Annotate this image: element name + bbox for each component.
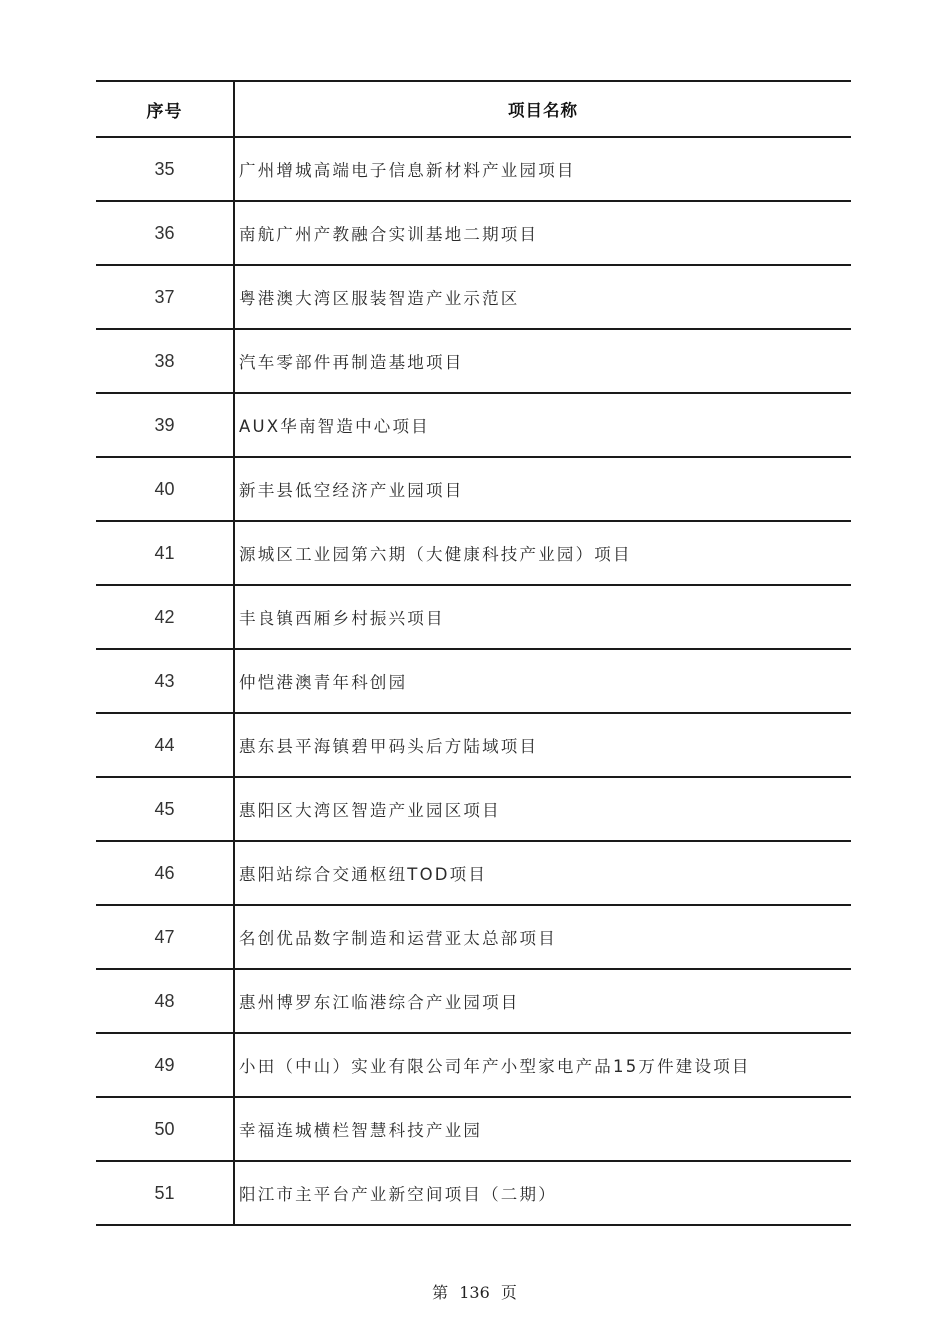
row-number: 40 [96,457,234,521]
table-row [96,1097,851,1161]
table-row [96,393,851,457]
project-name: 小田（中山）实业有限公司年产小型家电产品15万件建设项目 [234,1033,851,1097]
project-name: 惠阳区大湾区智造产业园区项目 [234,777,851,841]
table-row [96,585,851,649]
row-number: 51 [96,1161,234,1225]
table-row [96,137,851,201]
row-number: 49 [96,1033,234,1097]
row-number: 36 [96,201,234,265]
header-project-name: 项目名称 [234,81,851,137]
table-row [96,841,851,905]
project-name: 幸福连城横栏智慧科技产业园 [234,1097,851,1161]
row-number: 39 [96,393,234,457]
table-row [96,329,851,393]
table-row [96,713,851,777]
project-table [96,80,851,1226]
project-name: 源城区工业园第六期（大健康科技产业园）项目 [234,521,851,585]
table-row [96,457,851,521]
table-row [96,1161,851,1225]
table-header-row [96,81,851,137]
row-number: 48 [96,969,234,1033]
table-body [96,137,851,1225]
row-number: 35 [96,137,234,201]
page-number: 第 136 页 [432,1283,517,1302]
project-name: 阳江市主平台产业新空间项目（二期） [234,1161,851,1225]
project-name: AUX华南智造中心项目 [234,393,851,457]
row-number: 41 [96,521,234,585]
project-name: 粤港澳大湾区服装智造产业示范区 [234,265,851,329]
table-row [96,521,851,585]
row-number: 50 [96,1097,234,1161]
project-name: 惠州博罗东江临港综合产业园项目 [234,969,851,1033]
project-name: 汽车零部件再制造基地项目 [234,329,851,393]
row-number: 37 [96,265,234,329]
row-number: 47 [96,905,234,969]
header-serial-number: 序号 [96,81,234,137]
table-row [96,777,851,841]
project-name: 惠东县平海镇碧甲码头后方陆域项目 [234,713,851,777]
table-row [96,265,851,329]
table-row [96,969,851,1033]
row-number: 44 [96,713,234,777]
project-name: 新丰县低空经济产业园项目 [234,457,851,521]
table-row [96,1033,851,1097]
project-name: 惠阳站综合交通枢纽TOD项目 [234,841,851,905]
project-name: 丰良镇西厢乡村振兴项目 [234,585,851,649]
project-name: 仲恺港澳青年科创园 [234,649,851,713]
row-number: 43 [96,649,234,713]
row-number: 38 [96,329,234,393]
row-number: 45 [96,777,234,841]
row-number: 42 [96,585,234,649]
project-name: 南航广州产教融合实训基地二期项目 [234,201,851,265]
table-row [96,201,851,265]
row-number: 46 [96,841,234,905]
project-name: 名创优品数字制造和运营亚太总部项目 [234,905,851,969]
table-row [96,649,851,713]
project-name: 广州增城高端电子信息新材料产业园项目 [234,137,851,201]
table-row [96,905,851,969]
